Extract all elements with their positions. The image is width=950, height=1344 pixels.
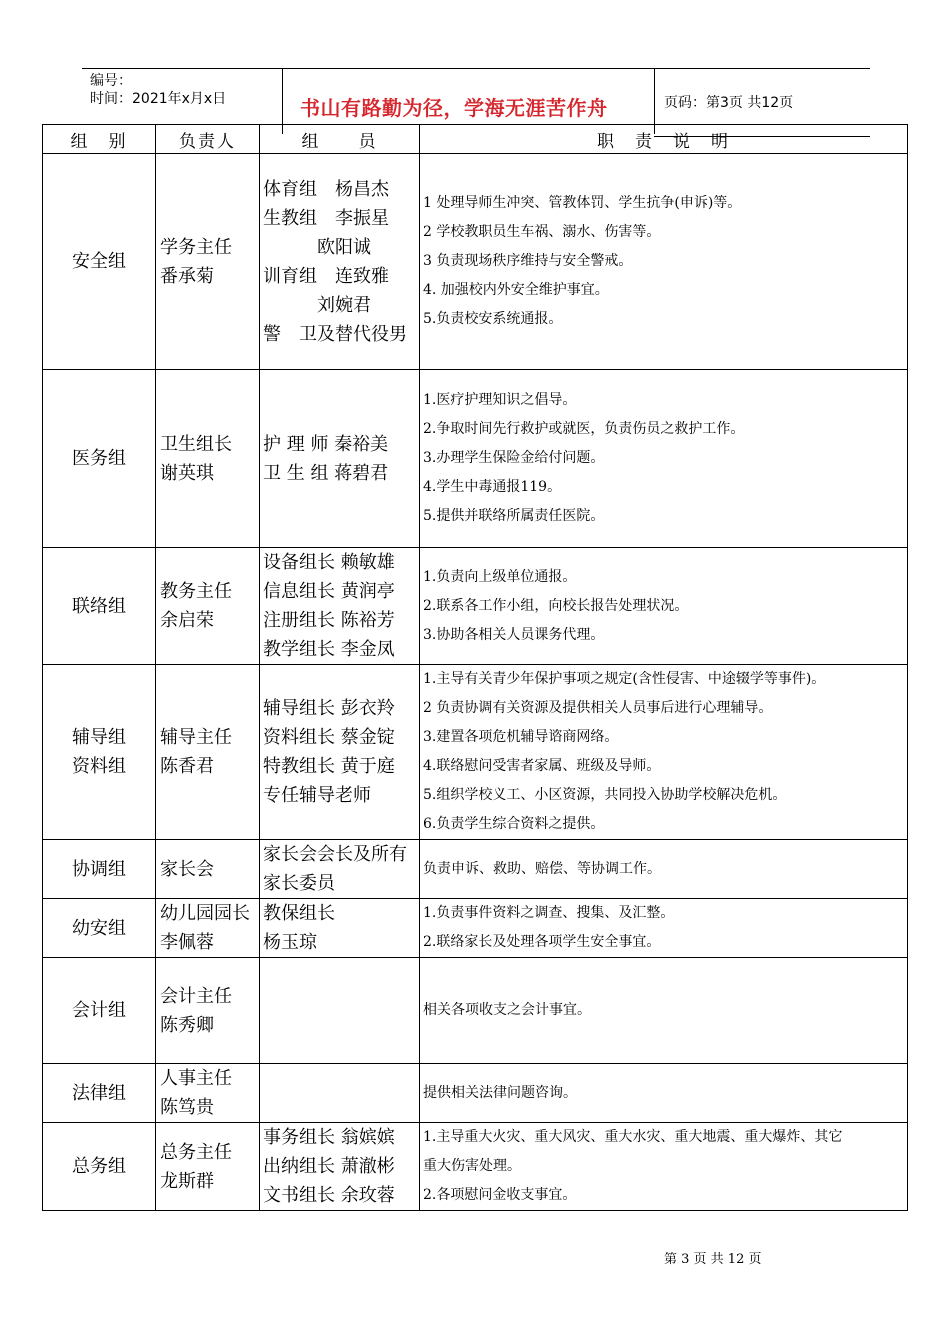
col-header-leader: 负责人 [156,125,260,154]
members-cell-line: 警 卫及替代役男 [263,323,407,345]
group-cell-line: 安全组 [72,251,126,272]
duties-cell-line: 2 学校教职员生车祸、溺水、伤害等。 [423,224,661,240]
duties-cell-line: 1.医疗护理知识之倡导。 [423,392,577,408]
members-cell-line: 家长委员 [263,873,335,894]
header-page-info: 页码：第3页 共12页 [664,95,794,111]
header-meta [90,72,226,108]
group-cell [43,548,156,665]
duties-cell [420,1064,908,1123]
duties-cell [420,370,908,548]
leader-cell [156,899,260,958]
table-row [43,1064,908,1123]
duties-cell-line: 3.协助各相关人员课务代理。 [423,626,605,643]
group-cell-line: 幼安组 [72,917,126,939]
duties-cell-line: 6.负责学生综合资料之提供。 [423,816,605,832]
leader-cell-line: 陈香君 [160,756,214,777]
duties-cell [420,840,908,899]
members-cell [260,370,420,548]
leader-cell-line: 教务主任 [160,581,232,602]
table-row [43,1123,908,1211]
duties-cell [420,665,908,840]
duties-cell-line: 2.联系各工作小组，向校长报告处理状况。 [423,597,689,614]
duties-cell-line: 5.负责校安系统通报。 [423,311,563,327]
leader-cell [156,154,260,370]
duties-cell-line: 1 处理导师生冲突、管教体罚、学生抗争(申诉)等。 [423,195,742,211]
col-header-duties: 职 责 说 明 [420,125,908,154]
leader-cell-line: 陈秀卿 [160,1014,214,1036]
duties-cell [420,1123,908,1211]
members-cell-line: 设备组长 赖敏雄 [263,552,395,573]
duties-cell-line: 1.负责向上级单位通报。 [423,568,577,585]
duties-cell-line: 4. 加强校内外安全维护事宜。 [423,282,609,298]
leader-cell-line: 陈笃贵 [160,1097,214,1118]
duties-cell-line: 1.主导有关青少年保护事项之规定(含性侵害、中途辍学等事件)。 [423,671,826,687]
group-cell [43,665,156,840]
leader-cell-line: 幼儿园园长 [160,903,250,924]
duties-cell [420,899,908,958]
duties-cell-line: 2 负责协调有关资源及提供相关人员事后进行心理辅导。 [423,700,773,716]
group-cell [43,1123,156,1211]
duties-cell-line: 1.主导重大火灾、重大风灾、重大水灾、重大地震、重大爆炸、其它 [423,1129,843,1145]
group-cell [43,154,156,370]
members-cell-line: 出纳组长 萧澈彬 [263,1156,395,1177]
table-row [43,840,908,899]
members-cell-line: 卫 生 组 蒋碧君 [263,462,389,484]
members-cell-line: 专任辅导老师 [263,785,371,806]
duties-cell-line: 重大伤害处理。 [423,1158,521,1174]
members-cell-line: 事务组长 翁嫔嫔 [263,1127,395,1148]
members-cell [260,1064,420,1123]
duties-cell-line: 1.负责事件资料之调查、搜集、及汇整。 [423,905,675,921]
leader-cell-line: 卫生组长 [160,433,232,455]
group-cell-line: 辅导组 [72,727,126,748]
table-row [43,548,908,665]
group-cell-line: 总务组 [72,1156,126,1177]
duties-cell-line: 相关各项收支之会计事宜。 [423,1002,591,1018]
members-cell-line: 注册组长 陈裕芳 [263,610,395,631]
duties-cell-line: 4.联络慰问受害者家属、班级及导师。 [423,758,661,774]
responsibility-table [42,124,908,1211]
members-cell-line: 辅导组长 彭衣羚 [263,698,395,719]
group-cell [43,370,156,548]
leader-cell [156,548,260,665]
group-cell [43,958,156,1064]
members-cell-line: 资料组长 蔡金锭 [263,727,395,748]
duties-cell-line: 4.学生中毒通报119。 [423,479,562,495]
members-cell-line: 欧阳诚 [263,236,371,258]
leader-cell-line: 学务主任 [160,236,232,258]
duties-cell [420,958,908,1064]
leader-cell-line: 辅导主任 [160,727,232,748]
duties-cell-line: 3.办理学生保险金给付问题。 [423,450,605,466]
members-cell [260,665,420,840]
table-row [43,665,908,840]
group-cell [43,840,156,899]
header-top-rule [82,68,870,69]
members-cell [260,548,420,665]
leader-cell [156,958,260,1064]
leader-cell [156,665,260,840]
leader-cell [156,370,260,548]
members-cell [260,840,420,899]
duties-cell-line: 提供相关法律问题咨询。 [423,1084,577,1101]
duties-cell-line: 5.组织学校义工、小区资源，共同投入协助学校解决危机。 [423,787,787,803]
members-cell-line: 护 理 师 秦裕美 [263,433,389,455]
duties-cell-line: 2.争取时间先行救护或就医，负责伤员之救护工作。 [423,421,745,437]
members-cell-line: 教学组长 李金凤 [263,639,395,660]
duties-cell-line: 负责申诉、救助、赔偿、等协调工作。 [423,860,661,877]
group-cell-line: 资料组 [72,756,126,777]
members-cell-line: 特教组长 黄于庭 [263,756,395,777]
duties-cell-line: 3 负责现场秩序维持与安全警戒。 [423,253,633,269]
leader-cell-line: 人事主任 [160,1068,232,1089]
duties-cell [420,154,908,370]
members-cell-line: 刘婉君 [263,294,371,316]
duties-cell [420,548,908,665]
members-cell-line: 训育组 连致雅 [263,265,389,287]
table-header-row [43,125,908,154]
group-cell [43,899,156,958]
leader-cell-line: 李佩蓉 [160,932,214,953]
time-label: 时间：2021年x月x日 [90,91,227,107]
group-cell-line: 会计组 [72,1000,126,1021]
group-cell-line: 法律组 [72,1082,126,1104]
duties-cell-line: 2.联络家长及处理各项学生安全事宜。 [423,934,661,950]
page-header [82,68,870,124]
members-cell [260,958,420,1064]
members-cell [260,1123,420,1211]
members-cell-line: 生教组 李振星 [263,207,389,229]
members-cell-line: 家长会会长及所有 [263,844,407,865]
table-row [43,958,908,1064]
members-cell [260,899,420,958]
members-cell-line: 信息组长 黄润亭 [263,581,395,602]
leader-cell [156,840,260,899]
table-row [43,154,908,370]
members-cell [260,154,420,370]
col-header-group: 组 别 [43,125,156,154]
page-footer: 第 3 页 共 12 页 [664,1252,762,1267]
members-cell-line: 文书组长 余玫蓉 [263,1185,395,1206]
number-label: 编号： [90,73,132,89]
members-cell-line: 杨玉琼 [263,932,317,953]
duties-cell-line: 5.提供并联络所属责任医院。 [423,508,605,524]
leader-cell-line: 谢英琪 [160,462,214,484]
members-cell-line: 教保组长 [263,903,335,924]
leader-cell [156,1123,260,1211]
leader-cell-line: 番承菊 [160,265,214,287]
group-cell-line: 联络组 [72,595,126,617]
leader-cell-line: 家长会 [160,858,214,880]
duties-cell-line: 3.建置各项危机辅导谘商网络。 [423,729,619,745]
group-cell [43,1064,156,1123]
col-header-members: 组 员 [260,125,420,154]
leader-cell-line: 余启荣 [160,610,214,631]
group-cell-line: 协调组 [72,858,126,880]
leader-cell-line: 会计主任 [160,985,232,1007]
leader-cell-line: 龙斯群 [160,1170,214,1192]
duties-cell-line: 2.各项慰问金收支事宜。 [423,1187,577,1203]
table-row [43,370,908,548]
header-motto: 书山有路勤为径，学海无涯苦作舟 [300,96,608,120]
table-row [43,899,908,958]
members-cell-line: 体育组 杨昌杰 [263,178,389,200]
group-cell-line: 医务组 [72,448,126,469]
table-body [43,154,908,1211]
leader-cell [156,1064,260,1123]
leader-cell-line: 总务主任 [160,1141,232,1163]
